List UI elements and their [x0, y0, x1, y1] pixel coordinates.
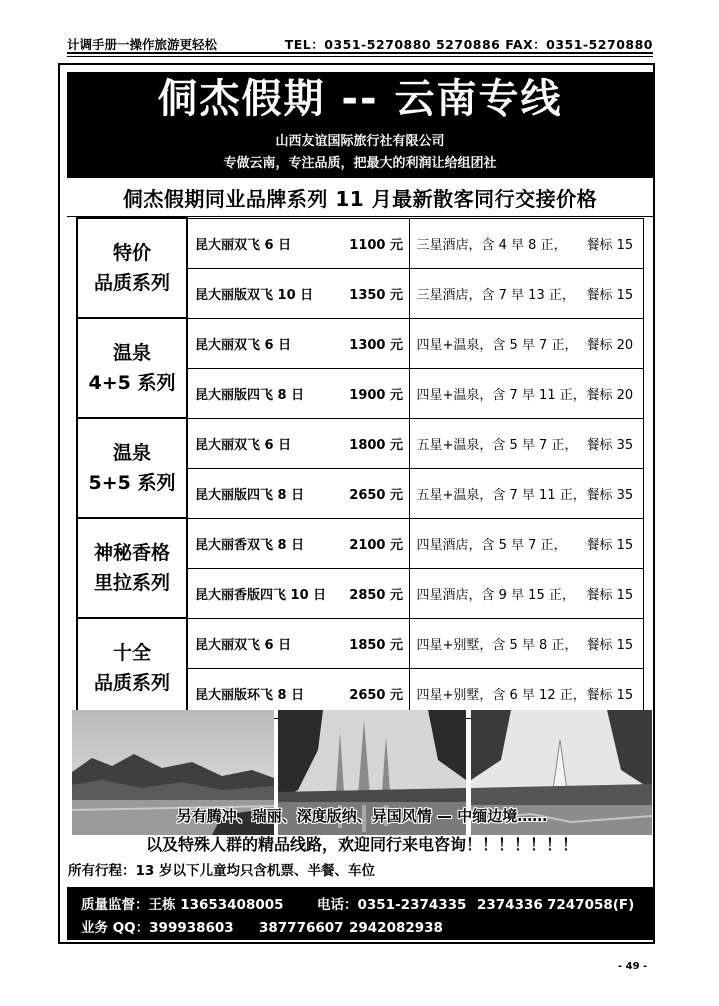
route-name: 昆大丽双飞 6 日 — [195, 437, 292, 453]
qq-primary: 业务 QQ：399938603 — [81, 920, 234, 936]
series-cell — [77, 418, 187, 518]
children-note: 所有行程：13 岁以下儿童均只含机票、半餐、车位 — [68, 863, 375, 879]
hotel-meals: 五星+温泉，含 7 早 11 正， — [416, 487, 586, 503]
hotel-meals: 三星酒店，含 4 早 8 正， — [416, 237, 567, 253]
route-price: 1100 元 — [349, 237, 403, 253]
meal-standard: 餐标 15 — [586, 287, 634, 303]
series-line1: 温泉 — [112, 342, 151, 364]
meal-standard: 餐标 20 — [586, 387, 634, 403]
route-name: 昆大丽双飞 6 日 — [195, 637, 292, 653]
route-name: 昆大丽双飞 6 日 — [195, 337, 292, 353]
other-routes-text: 另有腾冲、瑞丽、深度版纳、异国风情 — 中缅边境…… — [176, 807, 548, 825]
meal-standard: 餐标 20 — [586, 337, 634, 353]
detail-cell — [409, 418, 643, 468]
route-name: 昆大丽香版四飞 10 日 — [195, 587, 327, 603]
hotel-meals: 五星+温泉，含 5 早 7 正， — [416, 437, 578, 453]
manual-title: 计调手册一操作旅游更轻松 — [67, 37, 218, 52]
hotel-meals: 四星+温泉，含 5 早 7 正， — [416, 337, 578, 353]
meal-standard: 餐标 15 — [586, 587, 634, 603]
detail-cell — [409, 468, 643, 518]
hotel-meals: 四星+别墅，含 5 早 8 正， — [416, 637, 578, 653]
hotel-meals: 四星酒店，含 5 早 7 正， — [416, 537, 567, 553]
series-cell — [77, 618, 187, 718]
table-row — [77, 218, 643, 268]
detail-cell — [409, 618, 643, 668]
route-cell — [187, 618, 409, 668]
route-price: 1300 元 — [349, 337, 403, 353]
series-line2: 5+5 系列 — [88, 472, 176, 494]
route-price: 1350 元 — [349, 287, 403, 303]
contact-row-1 — [81, 893, 634, 913]
meal-standard: 餐标 15 — [586, 637, 634, 653]
meal-standard: 餐标 15 — [586, 537, 634, 553]
detail-cell — [409, 518, 643, 568]
quality-supervisor: 质量监督：王栋 13653408005 — [81, 897, 284, 913]
table-row — [77, 618, 643, 668]
meal-standard: 餐标 35 — [586, 487, 634, 503]
route-price: 2100 元 — [349, 537, 403, 553]
meal-standard: 餐标 15 — [586, 237, 634, 253]
route-cell — [187, 218, 409, 268]
banner-title: 侗杰假期 -- 云南专线 — [157, 76, 563, 122]
route-price: 2650 元 — [349, 487, 403, 503]
detail-cell — [409, 318, 643, 368]
hotel-meals: 三星酒店，含 7 早 13 正， — [416, 287, 575, 303]
special-routes-text: 以及特殊人群的精品线路，欢迎同行来电咨询！！！！！！！ — [145, 835, 578, 854]
meal-standard: 餐标 35 — [586, 437, 634, 453]
route-price: 1800 元 — [349, 437, 403, 453]
detail-cell — [409, 218, 643, 268]
route-name: 昆大丽版四飞 8 日 — [195, 387, 305, 403]
route-cell — [187, 268, 409, 318]
route-cell — [187, 318, 409, 368]
contact-numbers: TEL：0351-5270880 5270886 FAX：0351-5270880 — [284, 37, 653, 52]
phone: 电话：0351-2374335 — [317, 897, 467, 913]
detail-cell — [409, 268, 643, 318]
hotel-meals: 四星酒店，含 9 早 15 正， — [416, 587, 575, 603]
price-list-title: 侗杰假期同业品牌系列 11 月最新散客同行交接价格 — [122, 187, 598, 211]
series-line1: 十全 — [112, 642, 151, 664]
series-line2: 品质系列 — [93, 672, 170, 694]
table-row — [77, 318, 643, 368]
table-row — [77, 418, 643, 468]
qq-tertiary: 2942082938 — [349, 920, 443, 936]
series-line1: 特价 — [112, 242, 151, 264]
route-cell — [187, 418, 409, 468]
route-cell — [187, 518, 409, 568]
series-line2: 4+5 系列 — [88, 372, 176, 394]
route-name: 昆大丽版环飞 8 日 — [195, 687, 305, 703]
hotel-meals: 四星+温泉，含 7 早 11 正， — [416, 387, 586, 403]
route-cell — [187, 368, 409, 418]
route-price: 2850 元 — [349, 587, 403, 603]
series-line1: 神秘香格 — [93, 542, 170, 564]
qq-secondary: 387776607 — [259, 920, 344, 936]
route-name: 昆大丽香双飞 8 日 — [195, 537, 305, 553]
series-cell — [77, 218, 187, 318]
header-rule-thin — [67, 56, 653, 57]
contact-row-2 — [81, 916, 443, 936]
hotel-meals: 四星+别墅，含 6 早 12 正， — [416, 687, 586, 703]
title-banner — [67, 72, 653, 178]
page-number: - 49 - — [618, 961, 648, 972]
route-cell — [187, 468, 409, 518]
table-row — [77, 518, 643, 568]
top-header-bar — [67, 35, 653, 53]
contact-box — [67, 887, 653, 940]
phone-2: 2374336 — [477, 897, 543, 913]
series-line2: 品质系列 — [93, 272, 170, 294]
slogan: 专做云南，专注品质，把最大的利润让给组团社 — [223, 156, 497, 171]
route-price: 1850 元 — [349, 637, 403, 653]
series-line2: 里拉系列 — [93, 572, 170, 594]
route-name: 昆大丽双飞 6 日 — [195, 237, 292, 253]
header-rule — [67, 52, 653, 54]
route-price: 1900 元 — [349, 387, 403, 403]
detail-cell — [409, 368, 643, 418]
price-table — [76, 217, 644, 719]
company-name: 山西友谊国际旅行社有限公司 — [275, 134, 445, 149]
route-name: 昆大丽版双飞 10 日 — [195, 287, 314, 303]
series-cell — [77, 318, 187, 418]
route-name: 昆大丽版四飞 8 日 — [195, 487, 305, 503]
route-price: 2650 元 — [349, 687, 403, 703]
fax: 7247058(F) — [547, 897, 635, 913]
route-cell — [187, 568, 409, 618]
detail-cell — [409, 568, 643, 618]
meal-standard: 餐标 15 — [586, 687, 634, 703]
series-cell — [77, 518, 187, 618]
series-line1: 温泉 — [112, 442, 151, 464]
